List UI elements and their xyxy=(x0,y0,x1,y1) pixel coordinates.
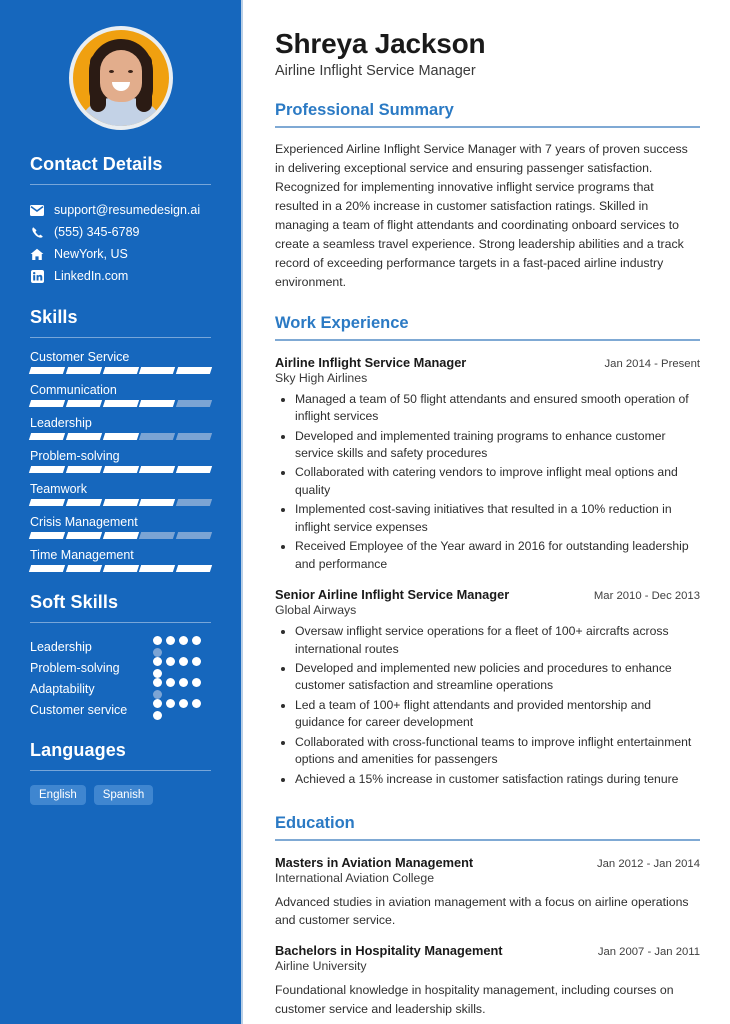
work-experience-title: Work Experience xyxy=(275,314,409,333)
languages-title: Languages xyxy=(30,740,126,760)
skill-bar xyxy=(30,532,211,539)
soft-skill-dot xyxy=(153,678,162,687)
skill-label: Teamwork xyxy=(30,482,87,496)
experience-job-title: Airline Inflight Service Manager xyxy=(275,354,467,370)
avatar-eye-right xyxy=(128,70,133,73)
language-pill[interactable]: English xyxy=(30,785,86,805)
contact-details-title: Contact Details xyxy=(30,154,163,174)
skill-segment xyxy=(139,532,175,539)
experience-bullet: • Led a team of 100+ flight attendants and provided mentorship and guidance for career development xyxy=(295,697,700,732)
soft-skills-list xyxy=(30,636,211,720)
avatar-face xyxy=(100,50,142,102)
skill-segment xyxy=(102,367,138,374)
language-pill[interactable]: Spanish xyxy=(94,785,154,805)
soft-skill-rating xyxy=(153,657,211,678)
experience-bullet: • Developed and implemented training programs to enhance customer service skills and safety procedures xyxy=(295,428,700,463)
soft-skill-dot xyxy=(179,657,188,666)
experience-entry xyxy=(275,355,700,573)
skill-item xyxy=(30,350,211,374)
skill-segment xyxy=(176,367,212,374)
skill-segment xyxy=(102,433,138,440)
skill-segment xyxy=(66,466,102,473)
contact-phone-text: (555) 345-6789 xyxy=(54,225,140,239)
soft-skill-dot xyxy=(153,690,162,699)
skill-label: Communication xyxy=(30,383,117,397)
experience-date-range: Jan 2014 - Present xyxy=(604,357,700,370)
skill-segment xyxy=(139,433,175,440)
skill-segment xyxy=(29,367,65,374)
page-title: Shreya Jackson xyxy=(275,28,486,59)
languages-section xyxy=(0,740,241,805)
experience-bullet: • Managed a team of 50 flight attendants and ensured smooth operation of inflight services xyxy=(295,391,700,426)
contact-email-text: support@resumedesign.ai xyxy=(54,203,201,217)
skill-segment xyxy=(29,532,65,539)
contact-list xyxy=(30,199,211,287)
soft-skill-row xyxy=(30,699,211,720)
soft-skill-rating xyxy=(153,699,211,720)
sidebar xyxy=(0,0,243,1024)
education-description: Advanced studies in aviation management with a focus on airline operations and customer service. xyxy=(275,894,689,927)
soft-skill-dot xyxy=(166,678,175,687)
skill-segment xyxy=(29,499,65,506)
education-title: Education xyxy=(275,814,355,833)
skill-segment xyxy=(29,400,65,407)
skill-segment xyxy=(139,466,175,473)
soft-skill-label: Adaptability xyxy=(30,681,95,696)
contact-item-phone[interactable] xyxy=(30,221,211,243)
education-institution: Airline University xyxy=(275,959,367,974)
skill-segment xyxy=(139,367,175,374)
soft-skill-rating xyxy=(153,636,211,657)
contact-details-section xyxy=(0,154,241,287)
experience-bullet: • Implemented cost-saving initiatives that resulted in a 10% reduction in inflight service expenses xyxy=(295,501,700,536)
skills-list xyxy=(30,350,211,572)
skill-item xyxy=(30,416,211,440)
skill-bar xyxy=(30,367,211,374)
soft-skills-title: Soft Skills xyxy=(30,592,119,612)
phone-icon xyxy=(30,225,44,239)
education-institution: International Aviation College xyxy=(275,870,435,885)
skill-item xyxy=(30,515,211,539)
skill-segment xyxy=(29,466,65,473)
skill-segment xyxy=(102,466,138,473)
skill-bar xyxy=(30,466,211,473)
experience-bullet: • Achieved a 15% increase in customer satisfaction ratings during tenure xyxy=(295,771,700,788)
soft-skill-dot xyxy=(153,669,162,678)
skill-label: Time Management xyxy=(30,548,134,562)
work-experience-rule xyxy=(275,339,700,341)
education-section xyxy=(275,814,700,1018)
experience-entry-header xyxy=(275,355,700,370)
avatar-smile xyxy=(112,82,130,91)
work-experience-list xyxy=(275,355,700,788)
education-list xyxy=(275,855,700,1019)
avatar xyxy=(69,26,173,130)
skill-item xyxy=(30,548,211,572)
soft-skill-dot xyxy=(179,636,188,645)
skill-item xyxy=(30,449,211,473)
skill-item xyxy=(30,482,211,506)
skill-segment xyxy=(66,400,102,407)
soft-skill-dot xyxy=(153,699,162,708)
education-degree: Bachelors in Hospitality Management xyxy=(275,943,503,959)
experience-entry-header xyxy=(275,587,700,602)
skill-segment xyxy=(29,565,65,572)
avatar-eye-left xyxy=(109,70,114,73)
experience-company: Global Airways xyxy=(275,603,357,618)
contact-linkedin-text: LinkedIn.com xyxy=(54,269,129,283)
languages-divider xyxy=(30,770,211,771)
soft-skill-dot xyxy=(166,636,175,645)
skill-segment xyxy=(102,499,138,506)
envelope-icon xyxy=(30,203,44,217)
soft-skill-dot xyxy=(166,699,175,708)
experience-entry xyxy=(275,587,700,788)
main-content xyxy=(243,0,730,1024)
skill-segment xyxy=(176,466,212,473)
experience-company: Sky High Airlines xyxy=(275,370,368,385)
skill-bar xyxy=(30,499,211,506)
skill-segment xyxy=(66,499,102,506)
skill-segment xyxy=(139,565,175,572)
professional-summary-title: Professional Summary xyxy=(275,101,454,120)
education-description: Foundational knowledge in hospitality management, including courses on customer service and leadership skills. xyxy=(275,983,674,1016)
experience-bullet: • Received Employee of the Year award in 2016 for outstanding leadership and performance xyxy=(295,538,700,573)
skill-segment xyxy=(139,499,175,506)
education-entry-header xyxy=(275,943,700,958)
experience-bullet: • Collaborated with cross-functional teams to improve inflight entertainment options and amenities for passengers xyxy=(295,734,700,769)
contact-location-text: NewYork, US xyxy=(54,247,128,261)
languages-list xyxy=(30,785,211,805)
contact-item-email[interactable] xyxy=(30,199,211,221)
professional-summary-section xyxy=(275,101,700,292)
skill-segment xyxy=(102,565,138,572)
job-role-subtitle: Airline Inflight Service Manager xyxy=(275,63,476,80)
education-entry xyxy=(275,855,700,930)
soft-skill-label: Leadership xyxy=(30,639,92,654)
skill-segment xyxy=(176,400,212,407)
skill-label: Crisis Management xyxy=(30,515,138,529)
education-entry xyxy=(275,943,700,1018)
education-entry-header xyxy=(275,855,700,870)
experience-date-range: Mar 2010 - Dec 2013 xyxy=(593,590,700,603)
skill-segment xyxy=(176,565,212,572)
experience-bullet-list xyxy=(275,391,700,573)
experience-job-title: Senior Airline Inflight Service Manager xyxy=(275,587,510,603)
soft-skill-row xyxy=(30,678,211,699)
skill-segment xyxy=(102,532,138,539)
skill-segment xyxy=(66,367,102,374)
soft-skill-dot xyxy=(153,648,162,657)
soft-skill-dot xyxy=(179,678,188,687)
linkedin-icon xyxy=(30,269,44,283)
skill-label: Leadership xyxy=(30,416,92,430)
skill-bar xyxy=(30,400,211,407)
skill-segment xyxy=(176,433,212,440)
skill-label: Customer Service xyxy=(30,350,130,364)
skill-bar xyxy=(30,565,211,572)
home-icon xyxy=(30,247,44,261)
avatar-container xyxy=(0,0,241,130)
skill-label: Problem-solving xyxy=(30,449,120,463)
skills-section xyxy=(0,307,241,572)
contact-divider xyxy=(30,184,211,185)
skills-divider xyxy=(30,337,211,338)
soft-skill-rating xyxy=(153,678,211,699)
skills-title: Skills xyxy=(30,307,78,327)
skill-segment xyxy=(102,400,138,407)
professional-summary-text: Experienced Airline Inflight Service Manager with 7 years of proven success in delivering exceptional service and ensuring passenger satisfaction. Recognized for implementing innovative inflight service programs that resulted in a 20% increase in customer satisfaction ratings. Skilled in managing a team of flight attendants and coordinating onboard services to create a seamless travel experience. Strong leadership abilities and a track record of exceeding performance targets in a fast-paced airline industry environment. xyxy=(275,141,688,290)
soft-skill-dot xyxy=(179,699,188,708)
skill-bar xyxy=(30,433,211,440)
soft-skill-dot xyxy=(192,699,201,708)
skill-segment xyxy=(29,433,65,440)
education-date-range: Jan 2007 - Jan 2011 xyxy=(597,946,700,959)
contact-item-location[interactable] xyxy=(30,243,211,265)
work-experience-section xyxy=(275,314,700,788)
soft-skills-section xyxy=(0,592,241,720)
skill-segment xyxy=(66,565,102,572)
experience-bullet: • Oversaw inflight service operations for a fleet of 100+ aircrafts across international routes xyxy=(295,623,700,658)
skill-segment xyxy=(176,532,212,539)
soft-skill-dot xyxy=(153,657,162,666)
soft-skill-row xyxy=(30,636,211,657)
experience-bullet: • Collaborated with catering vendors to improve inflight meal options and quality xyxy=(295,464,700,499)
experience-bullet: • Developed and implemented new policies and procedures to enhance customer satisfaction and streamline operations xyxy=(295,660,700,695)
skill-segment xyxy=(139,400,175,407)
soft-skill-label: Customer service xyxy=(30,702,128,717)
soft-skill-dot xyxy=(192,657,201,666)
skill-segment xyxy=(176,499,212,506)
professional-summary-rule xyxy=(275,126,700,128)
education-degree: Masters in Aviation Management xyxy=(275,854,474,870)
contact-item-linkedin[interactable] xyxy=(30,265,211,287)
skill-item xyxy=(30,383,211,407)
experience-bullet-list xyxy=(275,623,700,788)
soft-skill-dot xyxy=(153,636,162,645)
education-date-range: Jan 2012 - Jan 2014 xyxy=(596,857,700,870)
skill-segment xyxy=(66,532,102,539)
soft-skill-dot xyxy=(192,678,201,687)
skill-segment xyxy=(66,433,102,440)
soft-skill-dot xyxy=(166,657,175,666)
soft-skills-divider xyxy=(30,622,211,623)
soft-skill-dot xyxy=(153,711,162,720)
education-rule xyxy=(275,839,700,841)
soft-skill-row xyxy=(30,657,211,678)
soft-skill-label: Problem-solving xyxy=(30,660,120,675)
soft-skill-dot xyxy=(192,636,201,645)
